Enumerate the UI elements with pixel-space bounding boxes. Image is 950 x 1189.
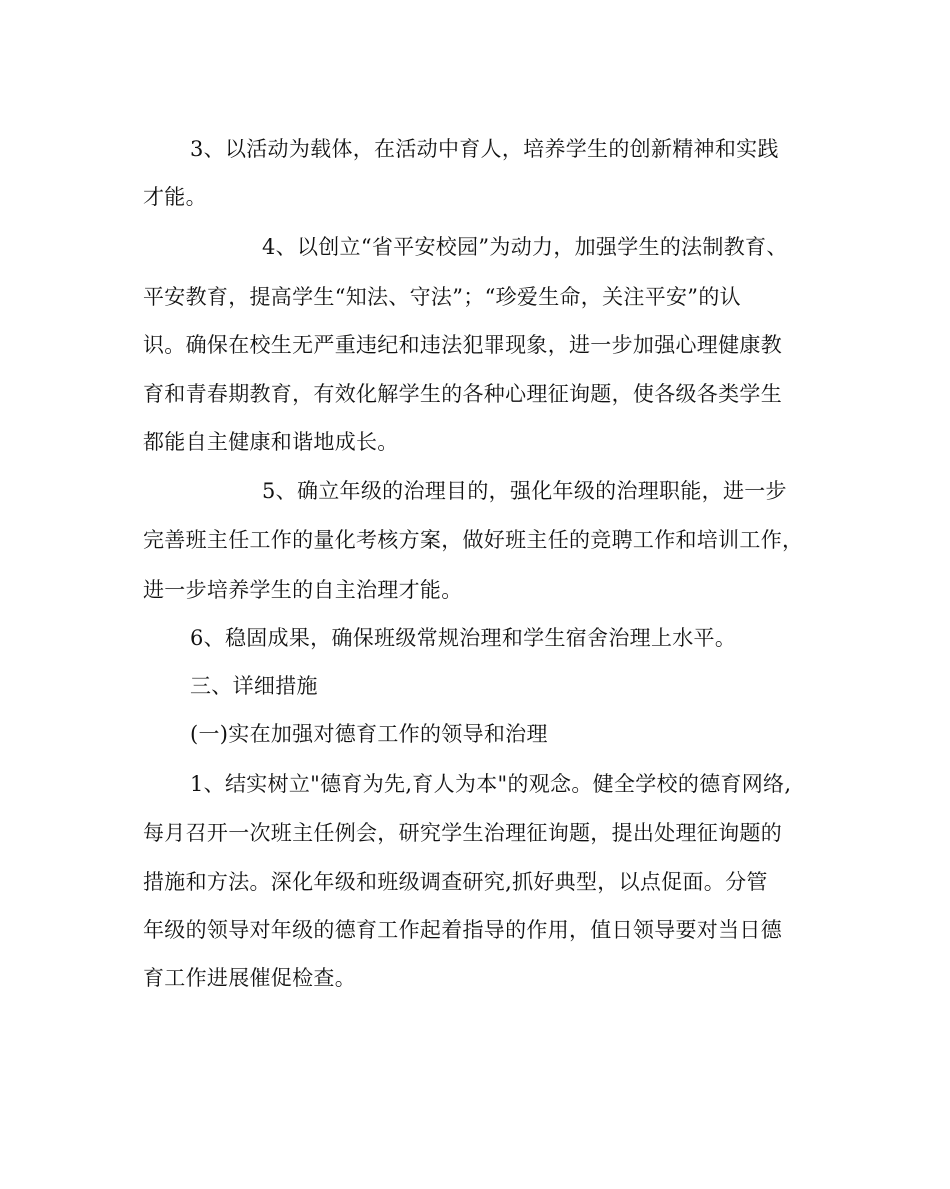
text-line: 4、以创立“省平安校园”为动力，加强学生的法制教育、 — [262, 235, 788, 259]
text-line: 6、稳固成果，确保班级常规治理和学生宿舍治理上水平。 — [190, 626, 737, 650]
text-line: 平安教育，提高学生“知法、守法”；“珍爱生命，关注平安”的认 — [143, 285, 741, 309]
text-line: 进一步培养学生的自主治理才能。 — [143, 578, 463, 602]
text-line: 育和青春期教育，有效化解学生的各种心理征询题，使各级各类学生 — [143, 382, 782, 406]
text-line: 3、以活动为载体，在活动中育人，培养学生的创新精神和实践 — [190, 137, 779, 161]
subsection-heading: (一)实在加强对德育工作的领导和治理 — [190, 722, 548, 746]
text-line: 完善班主任工作的量化考核方案，做好班主任的竞聘工作和培训工作， — [143, 528, 804, 552]
text-line: 每月召开一次班主任例会，研究学生治理征询题，提出处理征询题的 — [143, 821, 782, 845]
text-line: 才能。 — [143, 185, 207, 209]
text-line: 措施和方法。深化年级和班级调查研究,抓好典型，以点促面。分管 — [143, 870, 768, 894]
text-line: 1、结实树立"德育为先,育人为本"的观念。健全学校的德育网络, — [190, 772, 792, 796]
section-heading: 三、详细措施 — [190, 674, 318, 698]
text-line: 都能自主健康和谐地成长。 — [143, 430, 399, 454]
text-line: 5、确立年级的治理目的，强化年级的治理职能，进一步 — [262, 479, 787, 503]
text-line: 育工作进展催促检查。 — [143, 966, 356, 990]
text-line: 年级的领导对年级的德育工作起着指导的作用，值日领导要对当日德 — [143, 918, 782, 942]
text-line: 识。确保在校生无严重违纪和违法犯罪现象，进一步加强心理健康教 — [143, 333, 782, 357]
